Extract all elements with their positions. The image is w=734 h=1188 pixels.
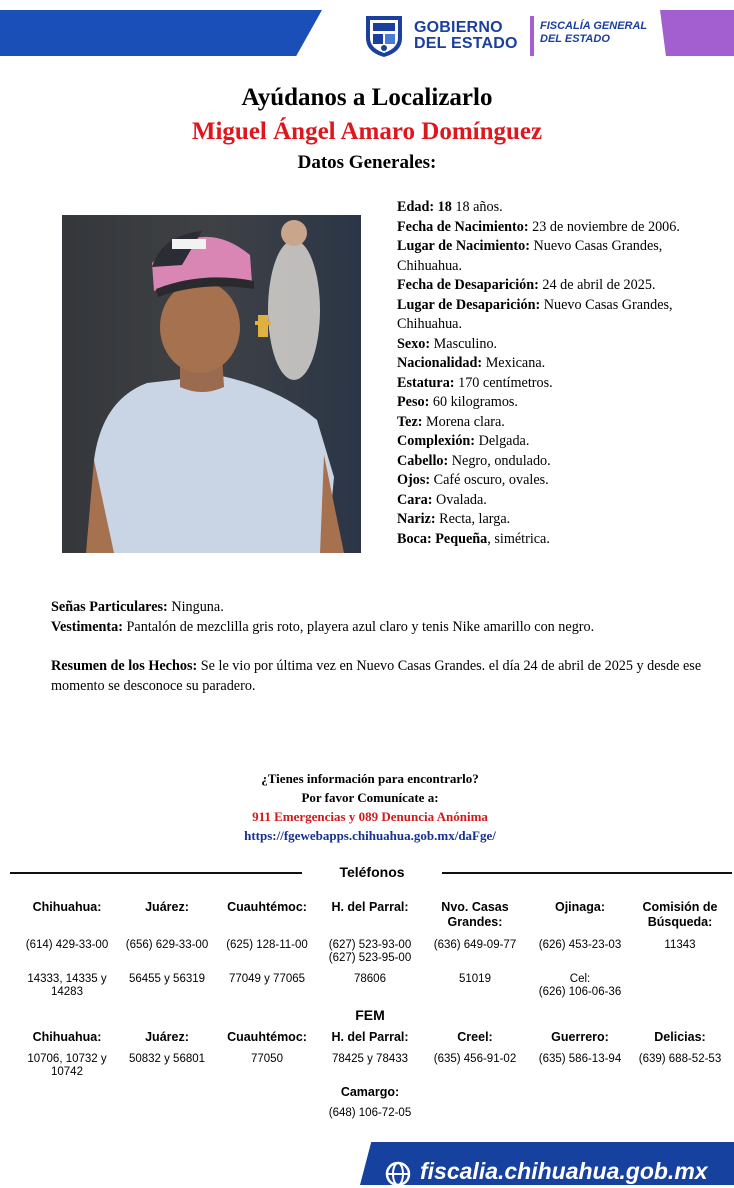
header-purple-band <box>660 10 734 56</box>
tel-ext: 14333, 14335 y 14283 <box>27 973 107 998</box>
detail-row <box>397 432 707 452</box>
vestimenta <box>51 618 711 638</box>
detail-row <box>397 296 707 335</box>
page-title: Ayúdanos a Localizarlo <box>241 84 493 111</box>
detail-label: Fecha de Nacimiento: <box>397 218 529 235</box>
contact-url-link[interactable]: https://fgewebapps.chihuahua.gob.mx/daFge/ <box>244 828 496 843</box>
fge-line2: DEL ESTADO <box>540 33 610 45</box>
globe-icon <box>384 1160 412 1188</box>
fem-value: (635) 586-13-94 <box>538 1053 622 1065</box>
detail-row <box>397 198 707 218</box>
divider-left <box>10 872 302 874</box>
detail-value: Recta, larga. <box>435 511 511 527</box>
senas-label: Señas Particulares: <box>51 599 168 615</box>
divider-right <box>442 872 732 874</box>
detail-label: Nariz: <box>397 511 436 527</box>
gov-line1: GOBIERNO <box>414 19 503 36</box>
vestimenta-label: Vestimenta: <box>51 619 123 635</box>
detail-value: 23 de noviembre de 2006. <box>528 218 680 235</box>
tel-city-head: Juárez: <box>145 900 189 914</box>
fem-value: 10706, 10732 y 10742 <box>27 1053 107 1078</box>
detail-row <box>397 530 707 550</box>
senas-value: Ninguna. <box>167 599 224 615</box>
detail-label: Peso: <box>397 394 430 410</box>
detail-value: 18 años. <box>451 199 503 215</box>
fem-city-head: Delicias: <box>654 1030 706 1044</box>
detail-label: Tez: <box>397 413 423 430</box>
header-blue-band <box>0 10 322 56</box>
detail-value: Nuevo Casas Grandes, Chihuahua. <box>397 238 663 274</box>
detail-row <box>397 237 707 276</box>
fem-camargo-value: (648) 106-72-05 <box>328 1107 412 1119</box>
fem-city-head: Guerrero: <box>551 1030 609 1044</box>
tel-phone: (614) 429-33-00 <box>25 939 109 951</box>
header-divider <box>530 16 534 56</box>
contact-call: Por favor Comunícate a: <box>301 790 439 805</box>
detail-label: Cabello: <box>397 452 449 469</box>
detail-label: Fecha de Desaparición: <box>397 277 539 293</box>
tel-phone: (626) 453-23-03 <box>538 939 622 951</box>
fem-city-head: Creel: <box>457 1030 493 1044</box>
resumen-hechos <box>51 657 711 696</box>
detail-row <box>397 471 707 491</box>
telefonos-title: Teléfonos <box>339 864 405 880</box>
fem-city-head: Cuauhtémoc: <box>227 1030 307 1044</box>
detail-row <box>397 354 707 374</box>
contact-question: ¿Tienes información para encontrarlo? <box>261 771 479 786</box>
fge-name <box>540 20 647 46</box>
detail-value: Mexicana. <box>482 355 546 371</box>
tel-ext: Cel: (626) 106-06-36 <box>538 973 622 998</box>
fem-value: (639) 688-52-53 <box>638 1053 722 1065</box>
resumen-label: Resumen de los Hechos: <box>51 658 198 674</box>
detail-value: Negro, ondulado. <box>448 452 551 469</box>
detail-label: Sexo: <box>397 335 431 352</box>
detail-label: Cara: <box>397 491 433 508</box>
emergency-numbers: 911 Emergencias y 089 Denuncia Anónima <box>252 809 488 824</box>
senas-particulares <box>51 598 711 618</box>
tel-city-head: Cuauhtémoc: <box>227 900 307 914</box>
detail-label: Nacionalidad: <box>397 355 483 371</box>
detail-value: 60 kilogramos. <box>429 394 518 410</box>
detail-row <box>397 491 707 511</box>
detail-value-bold: Pequeña <box>435 530 488 547</box>
detail-label: Lugar de Nacimiento: <box>397 238 530 254</box>
person-photo <box>62 215 361 553</box>
detail-value: Morena clara. <box>422 413 505 430</box>
fem-city-head: H. del Parral: <box>331 1030 409 1044</box>
detail-value: 170 centímetros. <box>454 374 553 391</box>
fem-value: 77050 <box>251 1053 283 1065</box>
fem-value: 50832 y 56801 <box>128 1053 206 1065</box>
tel-ext: 78606 <box>354 973 386 985</box>
footer-site-link[interactable]: fiscalia.chihuahua.gob.mx <box>420 1158 708 1184</box>
detail-label: Edad: <box>397 199 435 215</box>
contact-info <box>0 769 734 845</box>
detail-value: Café oscuro, ovales. <box>430 472 549 488</box>
detail-value: Nuevo Casas Grandes, Chihuahua. <box>397 296 673 332</box>
gov-line2: DEL ESTADO <box>414 35 518 52</box>
detail-value: , simétrica. <box>487 530 550 547</box>
detail-value: Delgada. <box>475 433 530 449</box>
person-details <box>397 198 707 549</box>
detail-value: Masculino. <box>430 335 498 352</box>
missing-person-name: Miguel Ángel Amaro Domínguez <box>191 118 543 145</box>
detail-row <box>397 452 707 472</box>
fge-line1: FISCALÍA GENERAL <box>540 20 648 32</box>
gov-name <box>414 20 518 52</box>
tel-city-head: Nvo. Casas Grandes: <box>441 900 509 929</box>
vestimenta-value: Pantalón de mezclilla gris roto, playera azul claro y tenis Nike amarillo con negro. <box>122 619 595 635</box>
detail-value-bold: 18 <box>437 199 452 215</box>
fem-value: (635) 456-91-02 <box>433 1053 517 1065</box>
detail-value: Ovalada. <box>432 491 487 508</box>
detail-row <box>397 276 707 296</box>
tel-city-head: H. del Parral: <box>331 900 409 914</box>
section-subtitle: Datos Generales: <box>297 152 437 173</box>
tel-phone: (625) 128-11-00 <box>226 939 308 951</box>
fem-camargo-head: Camargo: <box>340 1085 400 1099</box>
tel-ext: 56455 y 56319 <box>128 973 206 985</box>
detail-label: Boca: <box>397 530 432 547</box>
fem-city-head: Juárez: <box>145 1030 189 1044</box>
detail-label: Estatura: <box>397 374 455 391</box>
detail-row <box>397 510 707 530</box>
detail-label: Ojos: <box>397 472 431 488</box>
detail-label: Lugar de Desaparición: <box>397 296 541 313</box>
state-shield-icon <box>362 12 406 58</box>
tel-phone: 11343 <box>664 939 696 951</box>
detail-row <box>397 413 707 433</box>
detail-row <box>397 335 707 355</box>
fem-city-head: Chihuahua: <box>32 1030 102 1044</box>
tel-ext: 51019 <box>459 973 491 985</box>
resumen-value: Se le vio por última vez en Nuevo Casas Grandes. el día 24 de abril de 2025 y desde ese momento se desconoce su paradero. <box>51 658 702 694</box>
tel-city-head: Ojinaga: <box>554 900 605 914</box>
tel-ext: 77049 y 77065 <box>228 973 306 985</box>
detail-row <box>397 393 707 413</box>
fem-value: 78425 y 78433 <box>331 1053 409 1065</box>
detail-label: Complexión: <box>397 433 476 449</box>
tel-phone: (656) 629-33-00 <box>125 939 209 951</box>
detail-row <box>397 374 707 394</box>
tel-phone: (627) 523-93-00 (627) 523-95-00 <box>328 939 412 964</box>
fem-title: FEM <box>355 1007 385 1023</box>
tel-city-head: Chihuahua: <box>32 900 102 914</box>
detail-row <box>397 218 707 238</box>
tel-city-head: Comisión de Búsqueda: <box>642 900 718 929</box>
tel-phone: (636) 649-09-77 <box>433 939 517 951</box>
detail-value: 24 de abril de 2025. <box>538 277 656 293</box>
